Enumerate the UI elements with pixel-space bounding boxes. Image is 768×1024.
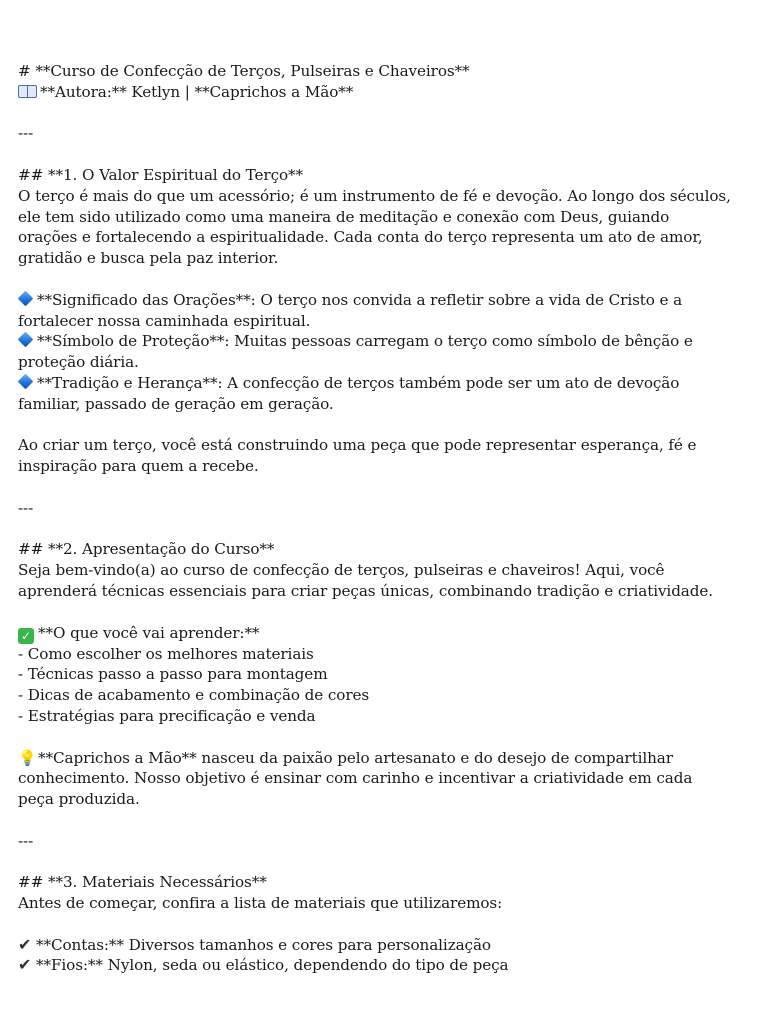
bullet-text: **Significado das Orações**: O terço nos convida a refletir sobre a vida de Cristo e a (37, 290, 683, 309)
blank-line (18, 519, 758, 540)
learn-item: - Dicas de acabamento e combinação de cores (18, 686, 370, 705)
blank-line (18, 103, 758, 124)
bullet-continuation: familiar, passado de geração em geração. (18, 394, 334, 413)
section1-heading: ## **1. O Valor Espiritual do Terço** (18, 165, 304, 184)
separator: --- (18, 498, 34, 517)
document-page (18, 61, 758, 976)
section1-paragraph-line: O terço é mais do que um acessório; é um instrumento de fé e devoção. Ao longo dos séculos, (18, 186, 731, 205)
blank-line (18, 727, 758, 748)
section3-intro: Antes de começar, confira a lista de materiais que utilizaremos: (18, 894, 503, 913)
blank-line (18, 851, 758, 872)
author-line (18, 82, 758, 103)
bullet-item (18, 373, 758, 394)
learn-item: - Estratégias para precificação e venda (18, 706, 316, 725)
learn-item: - Como escolher os melhores materiais (18, 644, 314, 663)
tip-continuation: peça produzida. (18, 790, 140, 809)
check-mark-icon: ✔ (18, 934, 32, 954)
tip-continuation: conhecimento. Nosso objetivo é ensinar com carinho e incentivar a criatividade em cada (18, 769, 693, 788)
bullet-item (18, 290, 758, 311)
bullet-text: **Tradição e Herança**: A confecção de terços também pode ser um ato de devoção (37, 373, 680, 392)
document-title: # **Curso de Confecção de Terços, Pulseiras e Chaveiros** (18, 62, 470, 80)
light-bulb-icon: 💡 (18, 748, 37, 767)
blue-diamond-icon (18, 290, 34, 306)
check-mark-icon: ✔ (18, 955, 32, 975)
separator: --- (18, 124, 34, 143)
learn-label-line (18, 623, 758, 644)
blank-line (18, 810, 758, 831)
section3-heading: ## **3. Materiais Necessários** (18, 873, 267, 892)
blank-line (18, 144, 758, 165)
section2-intro-line: aprenderá técnicas essenciais para criar peças únicas, combinando tradição e criatividade. (18, 581, 714, 600)
section1-paragraph-line: ele tem sido utilizado como uma maneira de meditação e conexão com Deus, guiando (18, 207, 670, 226)
material-text: **Fios:** Nylon, seda ou elástico, dependendo do tipo de peça (36, 956, 509, 975)
blue-diamond-icon (18, 374, 34, 390)
learn-label: **O que você vai aprender:** (38, 623, 260, 642)
blank-line (18, 477, 758, 498)
blank-line (18, 602, 758, 623)
section1-paragraph-line: orações e fortalecendo a espiritualidade. Cada conta do terço representa um ato de amor, (18, 228, 703, 247)
section1-paragraph-line: gratidão e busca pela paz interior. (18, 249, 279, 268)
separator: --- (18, 831, 34, 850)
book-icon (18, 84, 36, 98)
blank-line (18, 415, 758, 436)
material-item (18, 935, 758, 956)
bullet-continuation: fortalecer nossa caminhada espiritual. (18, 311, 311, 330)
learn-item: - Técnicas passo a passo para montagem (18, 665, 328, 684)
section2-intro-line: Seja bem-vindo(a) ao curso de confecção de terços, pulseiras e chaveiros! Aqui, você (18, 561, 665, 580)
bullet-text: **Símbolo de Proteção**: Muitas pessoas carregam o terço como símbolo de bênção e (37, 332, 693, 351)
section1-closing-line: inspiração para quem a recebe. (18, 457, 259, 476)
bullet-item (18, 331, 758, 352)
tip-text: **Caprichos a Mão** nasceu da paixão pelo artesanato e do desejo de compartilhar (38, 748, 673, 767)
blank-line (18, 269, 758, 290)
section1-closing-line: Ao criar um terço, você está construindo uma peça que pode representar esperança, fé e (18, 436, 697, 455)
section2-heading: ## **2. Apresentação do Curso** (18, 540, 275, 559)
material-text: **Contas:** Diversos tamanhos e cores para personalização (36, 935, 491, 954)
blue-diamond-icon (18, 332, 34, 348)
bullet-continuation: proteção diária. (18, 353, 139, 372)
material-item (18, 955, 758, 976)
tip-line (18, 748, 758, 769)
blank-line (18, 914, 758, 935)
check-mark-button-icon: ✓ (18, 628, 34, 644)
author-text: **Autora:** Ketlyn | **Caprichos a Mão** (40, 82, 354, 101)
